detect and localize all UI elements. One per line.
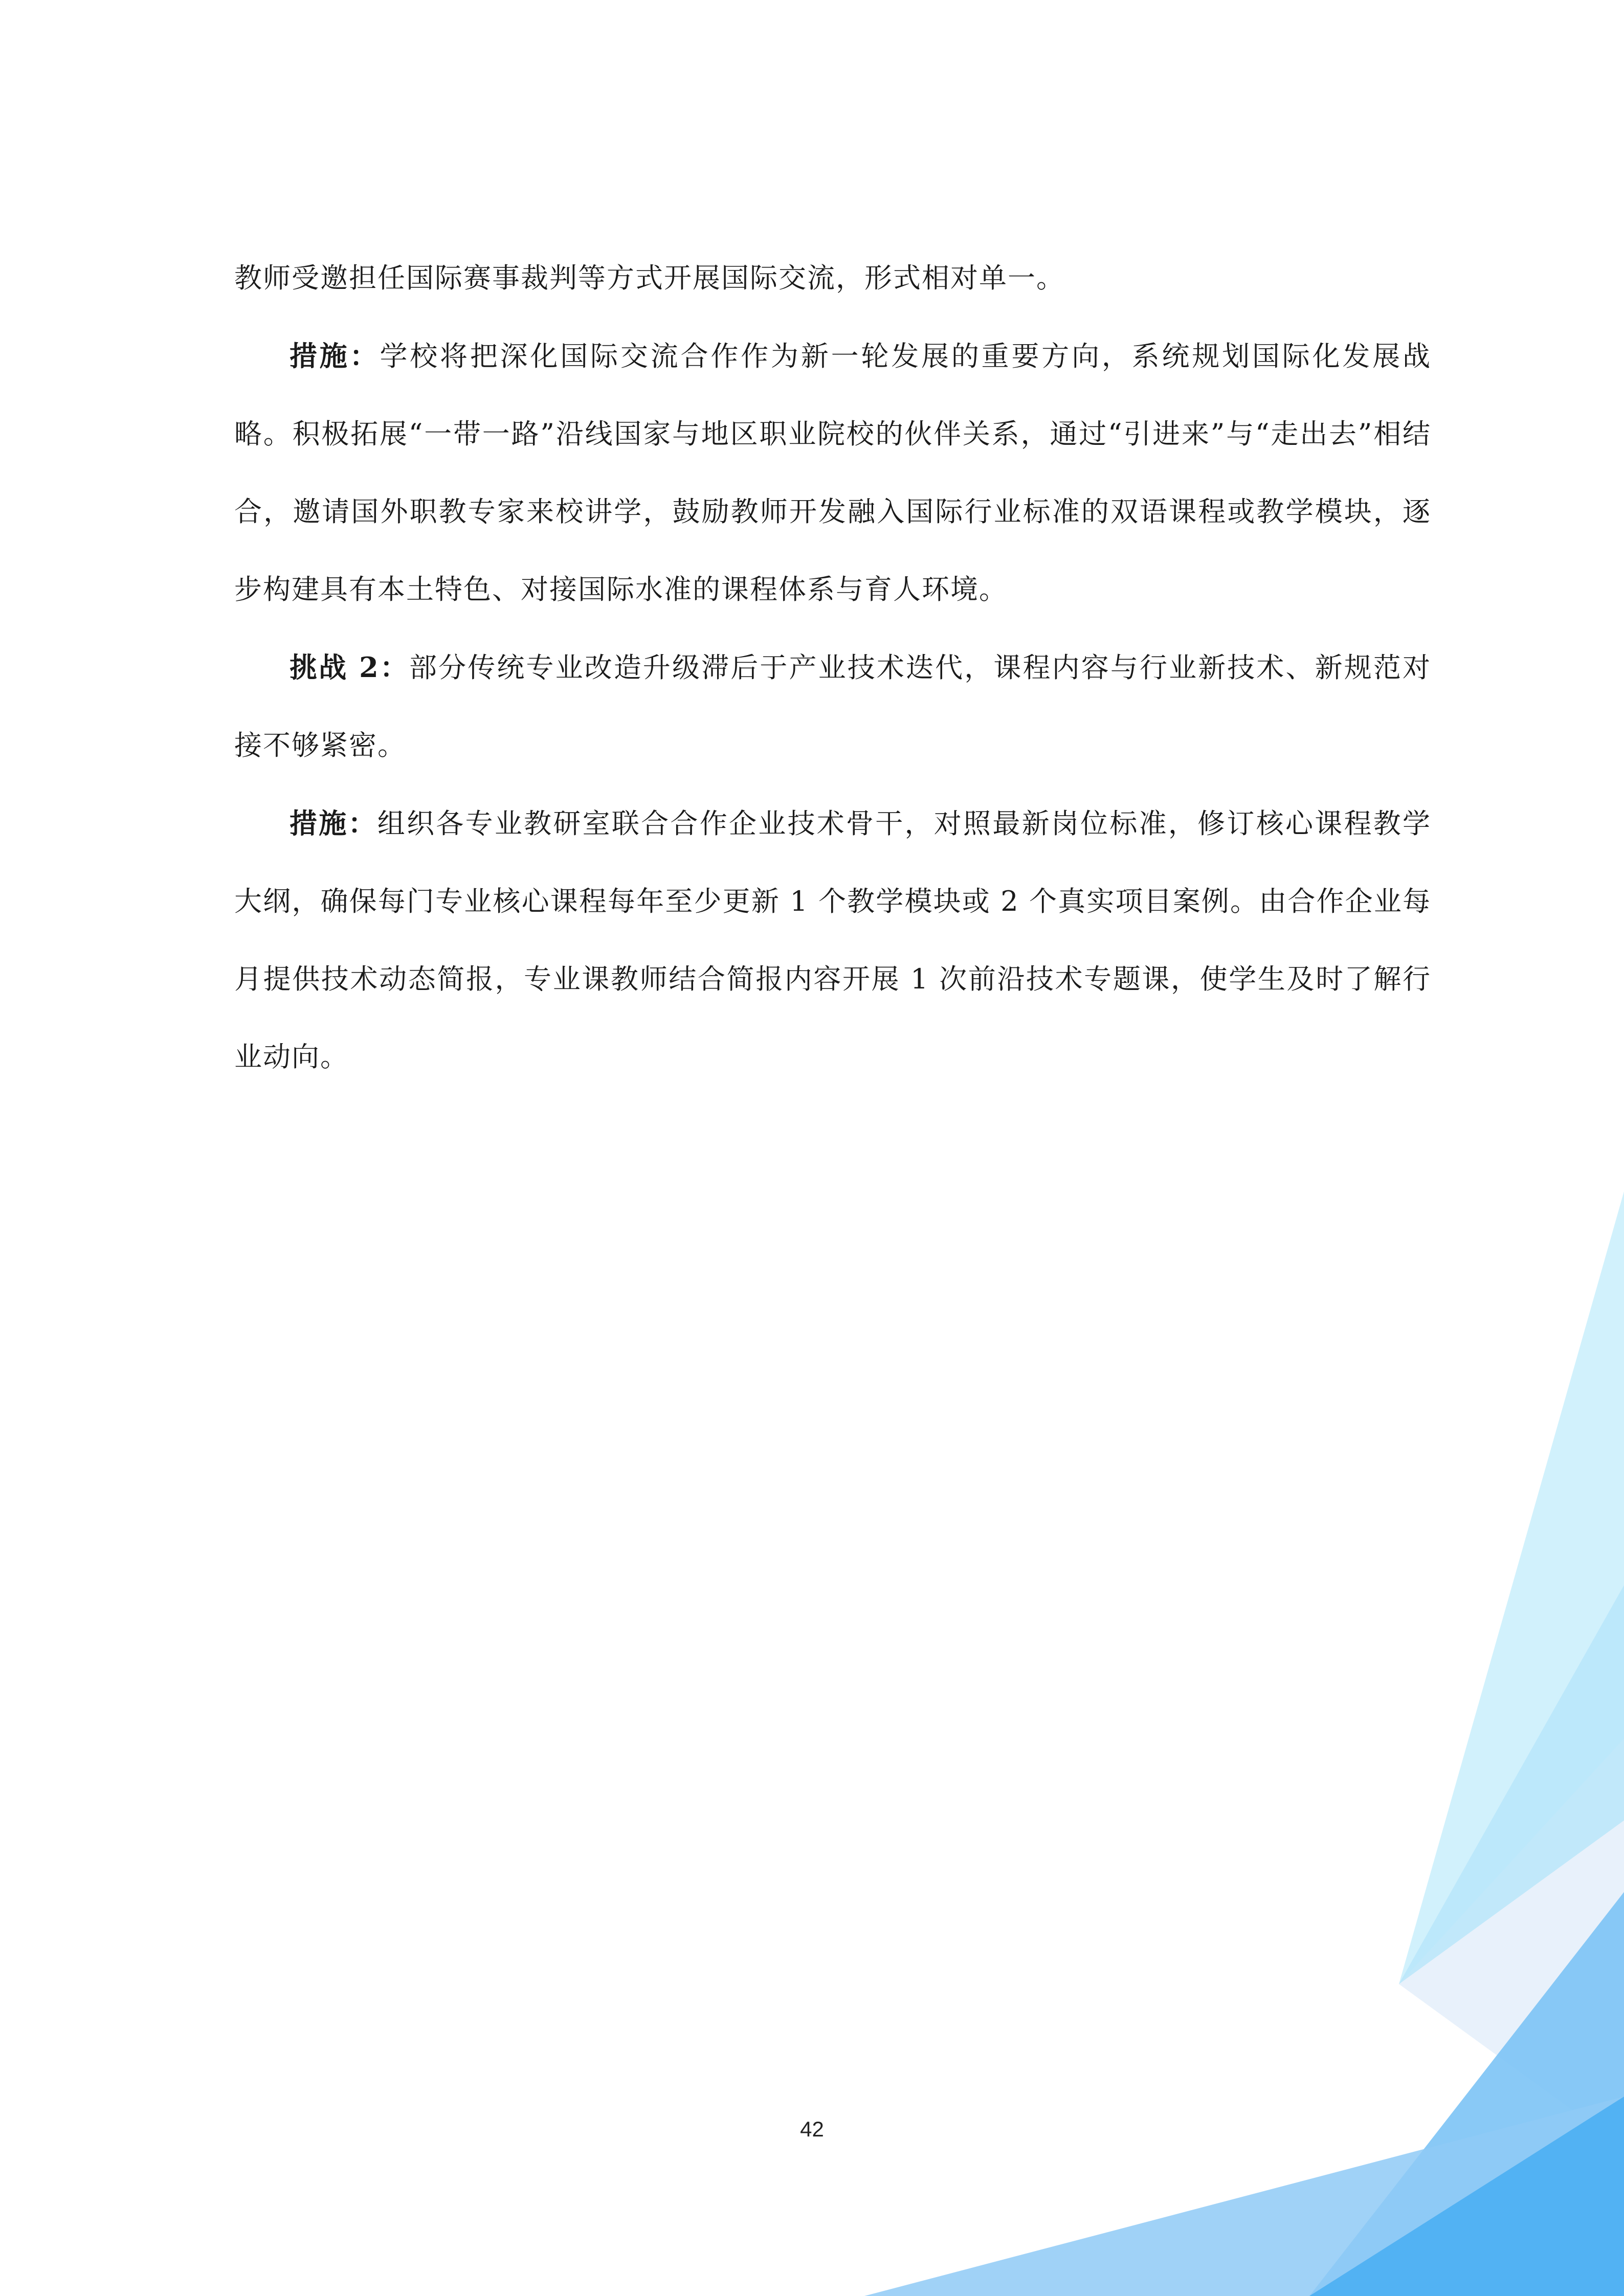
paragraph-challenge-2 xyxy=(234,628,1431,784)
paragraph-text: 学校将把深化国际交流合作作为新一轮发展的重要方向，系统规划国际化发展战略。积极拓展“一带一路”沿线国家与地区职业院校的伙伴关系，通过“引进来”与“走出去”相结合，邀请国外职教专家来校讲学，鼓励教师开发融入国际行业标准的双语课程或教学模块，逐步构建具有本土特色、对接国际水准的课程体系与育人环境。 xyxy=(234,340,1432,605)
label-separator: ： xyxy=(348,807,377,840)
paragraph-text: 部分传统专业改造升级滞后于产业技术迭代，课程内容与行业新技术、新规范对接不够紧密。 xyxy=(234,651,1432,761)
paragraph-continuation xyxy=(234,239,1431,317)
paragraph-label: 挑战 2 xyxy=(290,651,380,684)
paragraph-measure-2 xyxy=(234,784,1431,1096)
paragraph-measure-1 xyxy=(234,317,1431,628)
label-separator: ： xyxy=(349,340,380,372)
body-text xyxy=(234,239,1431,1096)
paragraph-label: 措施 xyxy=(290,807,348,840)
page-number: 42 xyxy=(800,2117,824,2141)
paragraph-label: 措施 xyxy=(290,340,350,372)
paragraph-text: 组织各专业教研室联合合作企业技术骨干，对照最新岗位标准，修订核心课程教学大纲，确保每门专业核心课程每年至少更新 1 个教学模块或 2 个真实项目案例。由合作企业每月提供技术动态简报，专业课教师结合简报内容开展 1 次前沿技术专题课，使学生及时了解行业动向。 xyxy=(234,807,1432,1073)
paragraph-text: 教师受邀担任国际赛事裁判等方式开展国际交流，形式相对单一。 xyxy=(234,262,1065,294)
label-separator: ： xyxy=(379,651,409,684)
